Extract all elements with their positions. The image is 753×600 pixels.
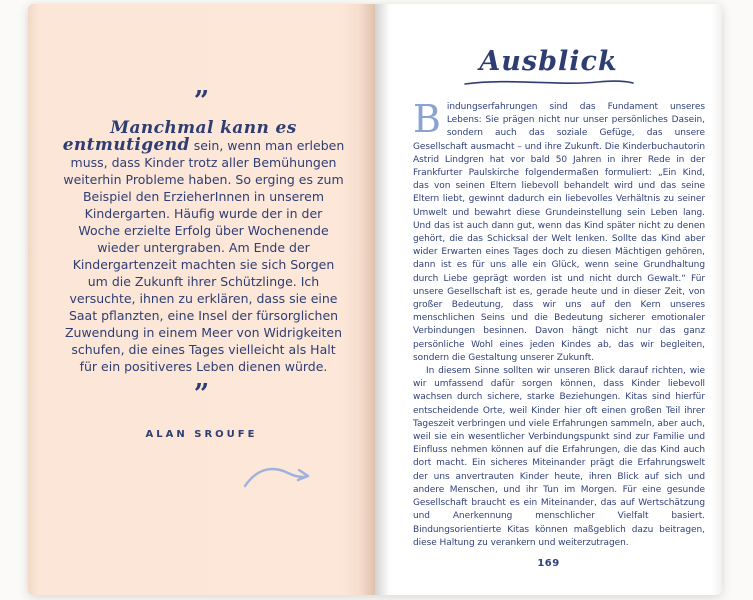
paragraph: In diesem Sinne sollten wir unseren Blick darauf richten, wie wir umfassend dafür sorgen können, dass Kinder liebevoll wachsen durch sichere, starke Beziehungen. Kitas sind hierfür entscheidende Orte, weil Kinder hier oft einen großen Teil ihrer Tageszeit verbringen und viele Erfahrungen sammeln, aber auch, weil sie ein wesentlicher Verbindungspunkt sind zur Familie und Einfluss nehmen können auf die Erfahrungen, die das Kind auch dort macht. Ein sicheres Miteinander prägt die Erfahrungswelt der uns anvertrauten Kinder heute, ihren Blick auf sich und andere Menschen, und ihr Tun im Morgen. Für eine gesunde Gesellschaft braucht es ein Miteinander, das auf Wertschätzung und Anerkennung menschlicher Vielfalt basiert. Bindungsorientierte Kitas können maßgeblich dazu beitragen, diese Haltung zu verankern und weiterzutragen. [413, 366, 705, 548]
quote-close-icon: ” [193, 379, 210, 410]
quote-open-icon: ” [193, 86, 210, 117]
paragraph-text: indungserfahrungen sind das Fundament unseres Lebens: Sie prägen nicht nur unser persönliches Dasein, sondern auch das soziale Gefüge, das unsere Gesellschaft ausmacht – und ihre Zukunft. Die Kinderbuchautorin Astrid Lindgren hat vor bald 50 Jahren in ihrer Rede in der Frankfurter Paulskirche folgendermaßen formuliert: „Ein Kind, das von seinen Eltern liebevoll behandelt wird und das seine Eltern liebt, gewinnt dadurch ein liebevolles Verhältnis zu seiner Umwelt und bewahrt diese Grundeinstellung sein Leben lang. Und das ist auch dann gut, wenn das Kind später nicht zu denen gehört, die das Schicksal der Welt lenken. Sollte das Kind aber wider Erwarten eines Tages doch zu diesen Mächtigen gehören, dann ist es für uns alle ein Glück, wenn seine Grundhaltung durch Liebe geprägt worden ist und nicht durch Gewalt.“ Für unsere Gesellschaft ist es, gerade heute und in dieser Zeit, von großer Bedeutung, dass wir uns auf den Kern unseres menschlichen Seins und die Bedeutung sicherer emotionaler Verbindungen besinnen. Davon hängt nicht nur das ganz persönliche Wohl eines jeden Kindes ab, das wir begleiten, sondern die Gestaltung unserer Zukunft. [413, 102, 705, 363]
page-number: 169 [537, 558, 560, 569]
left-page [28, 4, 375, 595]
arrow-squiggle-icon [240, 459, 318, 497]
drop-cap: B [413, 101, 441, 141]
chapter-body [413, 101, 705, 553]
right-page [375, 4, 722, 595]
book-spread [28, 4, 722, 595]
chapter-header [375, 46, 722, 87]
quote-body-text: sein, wenn man erleben muss, dass Kinder trotz aller Bemühungen weiterhin Probleme haben. So erging es zum Beispiel den ErzieherInnen in unserem Kindergarten. Häufig wurde der in der Woche erzielte Erfolg über Wochenende wieder untergraben. Am Ende der Kindergartenzeit machten sie sich Sorgen um die Zukunft ihrer Schützlinge. Ich versuchte, ihnen zu erklären, dass sie eine Saat pflanzten, eine Insel der fürsorglichen Zuwendung in einem Meer von Widrigkeiten schufen, die eines Tages vielleicht als Halt für ein positiveres Leben dienen würde. [63, 138, 345, 374]
paragraph [413, 101, 705, 365]
heading-underline-flourish-icon [463, 77, 635, 87]
quote-script-text: Manchmal kann es entmutigend [62, 118, 297, 155]
quote-attribution: ALAN SROUFE [145, 429, 258, 440]
pull-quote [62, 120, 345, 375]
chapter-title: Ausblick [479, 46, 618, 77]
